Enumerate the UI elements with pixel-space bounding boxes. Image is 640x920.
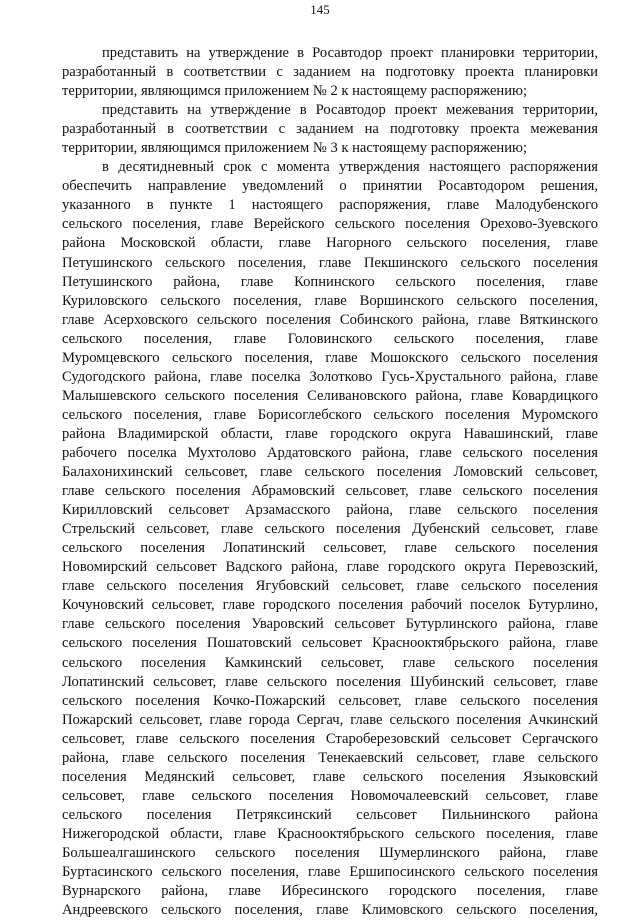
paragraph-3-line-33: поселения Медянский сельсовет, главе сельского поселения Языковский [62,768,598,785]
paragraph-3-line-3: указанного в пункте 1 настоящего распоряжения, главе Малодубенского [62,197,598,214]
paragraph-3-line-34: сельсовет, главе сельского поселения Новомочалеевский сельсовет, главе [62,787,598,804]
paragraph-3-line-4: сельского поселения, главе Верейского сельского поселения Орехово-Зуевского [62,216,598,233]
paragraph-3-line-5: района Московской области, главе Нагорного сельского поселения, главе [62,235,598,252]
paragraph-3-line-10: сельского поселения, главе Головинского сельского поселения, главе [62,330,598,347]
paragraph-3-line-16: рабочего поселка Мухтолово Ардатовского района, главе сельского поселения [62,444,598,461]
paragraph-3-line-28: Лопатинский сельсовет, главе сельского поселения Шубинский сельсовет, главе [62,673,598,690]
paragraph-1-line-1: представить на утверждение в Росавтодор проект планировки территории, [102,45,598,61]
paragraph-3-line-13: Малышевского сельского поселения Селивановского района, главе Ковардицкого [62,387,598,404]
paragraph-3-line-32: района, главе сельского поселения Тенекаевский сельсовет, главе сельского [62,749,598,766]
paragraph-3-line-11: Муромцевского сельского поселения, главе Мошокского сельского поселения [62,349,598,366]
paragraph-3-line-18: главе сельского поселения Абрамовский сельсовет, главе сельского поселения [62,483,598,500]
paragraph-3-line-15: района Владимирской области, главе городского округа Навашинский, главе [62,425,598,442]
paragraph-3-line-2: обеспечить направление уведомлений о принятии Росавтодором решения, [62,178,598,195]
paragraph-3-line-19: Кирилловский сельсовет Арзамасского района, главе сельского поселения [62,502,598,519]
paragraph-3-line-22: Новомирский сельсовет Вадского района, главе городского округа Перевозский, [62,559,598,576]
paragraph-3-line-37: Большеалгашинского сельского поселения Шумерлинского района, главе [62,844,598,861]
paragraph-1-line-3: территории, являющимся приложением № 2 к настоящему распоряжению; [62,83,528,100]
paragraph-3-line-36: Нижегородской области, главе Краснооктябрьского сельского поселения, главе [62,825,598,842]
paragraph-3-line-24: Кочуновский сельсовет, главе городского поселения рабочий поселок Бутурлино, [62,597,598,614]
paragraph-3-line-1: в десятидневный срок с момента утверждения настоящего распоряжения [102,159,598,176]
paragraph-3-line-6: Петушинского сельского поселения, главе Пекшинского сельского поселения [62,254,598,271]
paragraph-3-line-17: Балахонихинский сельсовет, главе сельского поселения Ломовский сельсовет, [62,464,598,481]
paragraph-3-line-8: Куриловского сельского поселения, главе Воршинского сельского поселения, [62,292,598,309]
paragraph-3-line-38: Буртасинского сельского поселения, главе Ершипосинского сельского поселения [62,864,598,881]
paragraph-2-line-2: разработанный в соответствии с заданием на подготовку проекта межевания [62,121,598,138]
paragraph-3-line-35: сельского поселения Петряксинский сельсовет Пильнинского района [62,806,598,823]
paragraph-3-line-39: Вурнарского района, главе Ибресинского городского поселения, главе [62,883,598,900]
paragraph-3-line-20: Стрельский сельсовет, главе сельского поселения Дубенский сельсовет, главе [62,521,598,538]
paragraph-3-line-25: главе сельского поселения Уваровский сельсовет Бутурлинского района, главе [62,616,598,633]
paragraph-3-line-27: сельского поселения Камкинский сельсовет, главе сельского поселения [62,654,598,671]
paragraph-3-line-7: Петушинского района, главе Копнинского сельского поселения, главе [62,273,598,290]
paragraph-3-line-14: сельского поселения, главе Борисоглебского сельского поселения Муромского [62,406,598,423]
paragraph-3-line-23: главе сельского поселения Ягубовский сельсовет, главе сельского поселения [62,578,598,595]
paragraph-3-line-29: сельского поселения Кочко-Пожарский сельсовет, главе сельского поселения [62,692,598,709]
paragraph-2-line-3: территории, являющимся приложением № 3 к настоящему распоряжению; [62,140,528,157]
paragraph-3-line-9: главе Асерховского сельского поселения Собинского района, главе Вяткинского [62,311,598,328]
paragraph-1-line-2: разработанный в соответствии с заданием на подготовку проекта планировки [62,64,598,81]
page-number: 145 [310,2,330,17]
paragraph-3-line-21: сельского поселения Лопатинский сельсовет, главе сельского поселения [62,540,598,557]
document-body [62,44,598,920]
paragraph-3-line-31: сельсовет, главе сельского поселения Староберезовский сельсовет Сергачского [62,730,598,747]
paragraph-2-line-1: представить на утверждение в Росавтодор проект межевания территории, [102,102,598,119]
paragraph-3-line-26: сельского поселения Пошатовский сельсовет Краснооктябрьского района, главе [62,635,598,652]
paragraph-3-line-12: Судогодского района, главе поселка Золотково Гусь-Хрустального района, главе [62,368,598,385]
paragraph-3-line-40: Андреевского сельского поселения, главе Климовского сельского поселения, [62,902,598,919]
paragraph-3-line-30: Пожарский сельсовет, главе города Сергач, главе сельского поселения Ачкинский [62,711,598,728]
